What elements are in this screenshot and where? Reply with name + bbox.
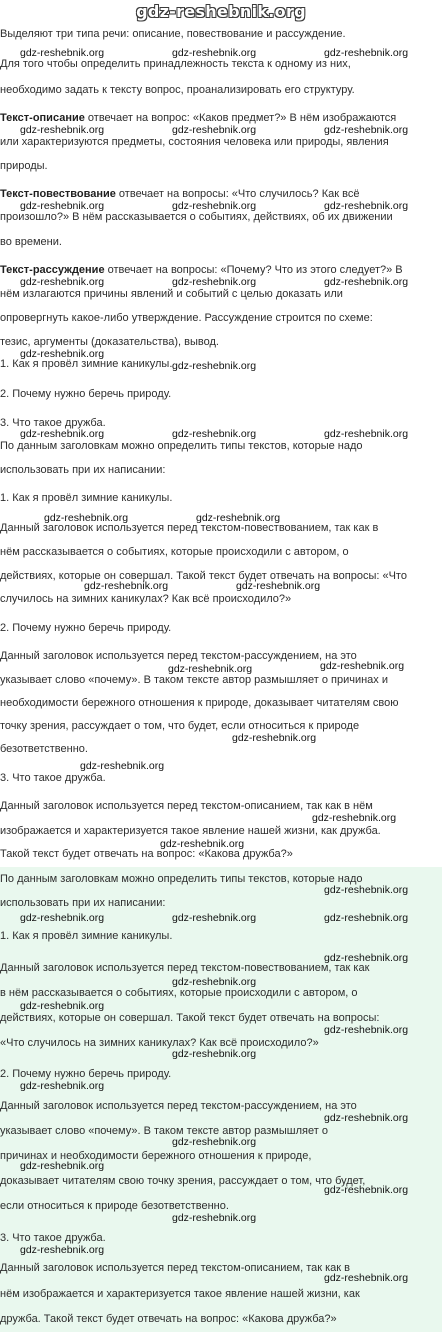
answer-a-text: действиях, которые он совершал. Такой текст будет отвечать на вопросы: «Что (0, 570, 407, 582)
answer-b-heading-3: 3. Что такое дружба. (0, 1232, 106, 1244)
answer-b-text: если относиться к природе безответственно. (0, 1200, 229, 1212)
watermark: gdz-reshebnik.org (172, 276, 257, 288)
answer-a-text: нём рассказывается о событиях, которые происходили с автором, о (0, 546, 349, 558)
watermark: gdz-reshebnik.org (236, 580, 321, 592)
answer-a-text: случилось на зимних каникулах? Как всё происходило?» (0, 593, 292, 605)
definition-text: отвечает на вопросы: «Почему? Что из этого следует?» В (104, 264, 403, 276)
answer-a-intro: По данным заголовкам можно определить типы текстов, которые надо (0, 440, 363, 452)
answer-a-heading-3: 3. Что такое дружба. (0, 772, 106, 784)
watermark: gdz-reshebnik.org (324, 952, 409, 964)
watermark: gdz-reshebnik.org (324, 428, 409, 440)
intro-question-line: необходимо задать к тексту вопрос, проанализировать его структуру. (0, 84, 355, 96)
intro-types: Выделяют три типа речи: описание, повествование и рассуждение. (0, 28, 346, 40)
definition-line: или характеризуются предметы, состояния человека или природы, явления (0, 136, 389, 148)
watermark: gdz-reshebnik.org (160, 838, 245, 850)
answer-b-text: доказывает читателям свою точку зрения, рассуждает о том, что будет, (0, 1175, 366, 1187)
watermark: gdz-reshebnik.org (84, 580, 169, 592)
answer-a-intro: использовать при их написании: (0, 464, 166, 476)
watermark: gdz-reshebnik.org (172, 1136, 257, 1148)
answer-a-text: изображается и характеризуется такое явление нашей жизни, как дружба. (0, 825, 381, 837)
answer-a-text: Данный заголовок используется перед текстом-описанием, так как в нём (0, 800, 373, 812)
definition-line: нём излагаются причины явлений и событий с целью доказать или (0, 288, 343, 300)
watermark: gdz-reshebnik.org (172, 912, 257, 924)
definition-text: отвечает на вопросы: «Что случилось? Как всё (115, 188, 360, 200)
watermark: gdz-reshebnik.org (324, 276, 409, 288)
watermark: gdz-reshebnik.org (172, 47, 257, 59)
watermark: gdz-reshebnik.org (20, 1244, 105, 1256)
answer-b-intro: По данным заголовкам можно определить типы текстов, которые надо (0, 873, 363, 885)
answer-a-text: необходимости бережного отношения к природе, доказывает читателям свою (0, 697, 399, 709)
answer-b-text: причинах и необходимости бережного отношения к природе, (0, 1150, 312, 1162)
answer-a-text: Такой текст будет отвечать на вопрос: «Какова дружба?» (0, 848, 293, 860)
watermark: gdz-reshebnik.org (324, 200, 409, 212)
watermark: gdz-reshebnik.org (172, 976, 257, 988)
watermark: gdz-reshebnik.org (44, 512, 129, 524)
watermark: gdz-reshebnik.org (172, 1212, 257, 1224)
answer-b-heading-1: 1. Как я провёл зимние каникулы. (0, 930, 173, 942)
watermark: gdz-reshebnik.org (80, 760, 165, 772)
answer-b-text: дружба. Такой текст будет отвечать на вопрос: «Какова дружба?» (0, 1313, 337, 1325)
watermark: gdz-reshebnik.org (324, 1272, 409, 1284)
answer-b-text: в нём рассказывается о событиях, которые происходили с автором, о (0, 987, 358, 999)
watermark: gdz-reshebnik.org (20, 200, 105, 212)
answer-b-text: Данный заголовок используется перед текстом-рассуждением, на это (0, 1100, 357, 1112)
watermark: gdz-reshebnik.org (324, 47, 409, 59)
intro-question-line: Для того чтобы определить принадлежность текста к одному из них, (0, 58, 351, 70)
answer-a-text: точку зрения, рассуждает о том, что будет, если относиться к природе (0, 720, 360, 732)
watermark: gdz-reshebnik.org (20, 348, 105, 360)
answer-b-text: Данный заголовок используется перед текстом-повествованием, так как (0, 962, 370, 974)
definition-text: отвечает на вопрос: «Каков предмет?» В нём изображаются (84, 112, 397, 124)
watermark: gdz-reshebnik.org (20, 912, 105, 924)
answer-a-heading-2: 2. Почему нужно беречь природу. (0, 622, 172, 634)
watermark: gdz-reshebnik.org (172, 124, 257, 136)
site-header (0, 0, 442, 26)
definition-line: тезис, аргументы (доказательства), вывод. (0, 336, 219, 348)
watermark: gdz-reshebnik.org (320, 660, 405, 672)
answer-a-heading-1: 1. Как я провёл зимние каникулы. (0, 492, 173, 504)
task-item-2: 2. Почему нужно беречь природу. (0, 388, 172, 400)
watermark: gdz-reshebnik.org (324, 1112, 409, 1124)
definition-line: опровергнуть какое-либо утверждение. Рассуждение строится по схеме: (0, 312, 373, 324)
watermark: gdz-reshebnik.org (168, 663, 253, 675)
watermark: gdz-reshebnik.org (196, 512, 281, 524)
watermark: gdz-reshebnik.org (20, 47, 105, 59)
term-description: Текст-описание (0, 112, 85, 124)
answer-b-heading-2: 2. Почему нужно беречь природу. (0, 1068, 172, 1080)
answer-b-text: нём изображается и характеризуется такое явление нашей жизни, как (0, 1288, 360, 1300)
watermark: gdz-reshebnik.org (324, 1024, 409, 1036)
watermark: gdz-reshebnik.org (20, 428, 105, 440)
watermark: gdz-reshebnik.org (172, 200, 257, 212)
definition-line: природы. (0, 160, 48, 172)
watermark: gdz-reshebnik.org (20, 124, 105, 136)
answer-b-text: указывает слово «почему». В таком тексте автор размышляет о (0, 1125, 328, 1137)
watermark: gdz-reshebnik.org (172, 360, 257, 372)
watermark: gdz-reshebnik.org (20, 276, 105, 288)
watermark: gdz-reshebnik.org (324, 912, 409, 924)
watermark: gdz-reshebnik.org (20, 1160, 105, 1172)
watermark: gdz-reshebnik.org (232, 732, 317, 744)
answer-b-intro: использовать при их написании: (0, 897, 166, 909)
watermark: gdz-reshebnik.org (20, 1000, 105, 1012)
watermark: gdz-reshebnik.org (172, 1048, 257, 1060)
site-title: gdz-reshebnik.org (136, 2, 306, 21)
watermark: gdz-reshebnik.org (172, 428, 257, 440)
answer-a-text: безответственно. (0, 743, 88, 755)
term-reasoning: Текст-рассуждение (0, 264, 105, 276)
answer-b-text: «Что случилось на зимних каникулах? Как всё происходило?» (0, 1037, 319, 1049)
task-item-1: 1. Как я провёл зимние каникулы. (0, 358, 173, 370)
answer-a-text: Данный заголовок используется перед текстом-повествованием, так как в (0, 522, 379, 534)
answer-a-text: указывает слово «почему». В таком тексте автор размышляет о причинах и (0, 674, 388, 686)
definition-line: произошло?» В нём рассказывается о событиях, действиях, об их движении (0, 211, 393, 223)
watermark: gdz-reshebnik.org (324, 1184, 409, 1196)
definition-line: во времени. (0, 236, 62, 248)
term-narration: Текст-повествование (0, 188, 116, 200)
watermark: gdz-reshebnik.org (324, 124, 409, 136)
watermark: gdz-reshebnik.org (324, 884, 409, 896)
task-item-3: 3. Что такое дружба. (0, 417, 106, 429)
answer-b-text: действиях, которые он совершал. Такой текст будет отвечать на вопросы: (0, 1012, 380, 1024)
watermark: gdz-reshebnik.org (312, 812, 397, 824)
answer-b-text: Данный заголовок используется перед текстом-описанием, так как в (0, 1262, 351, 1274)
watermark: gdz-reshebnik.org (20, 1080, 105, 1092)
answer-a-text: Данный заголовок используется перед текстом-рассуждением, на это (0, 650, 357, 662)
